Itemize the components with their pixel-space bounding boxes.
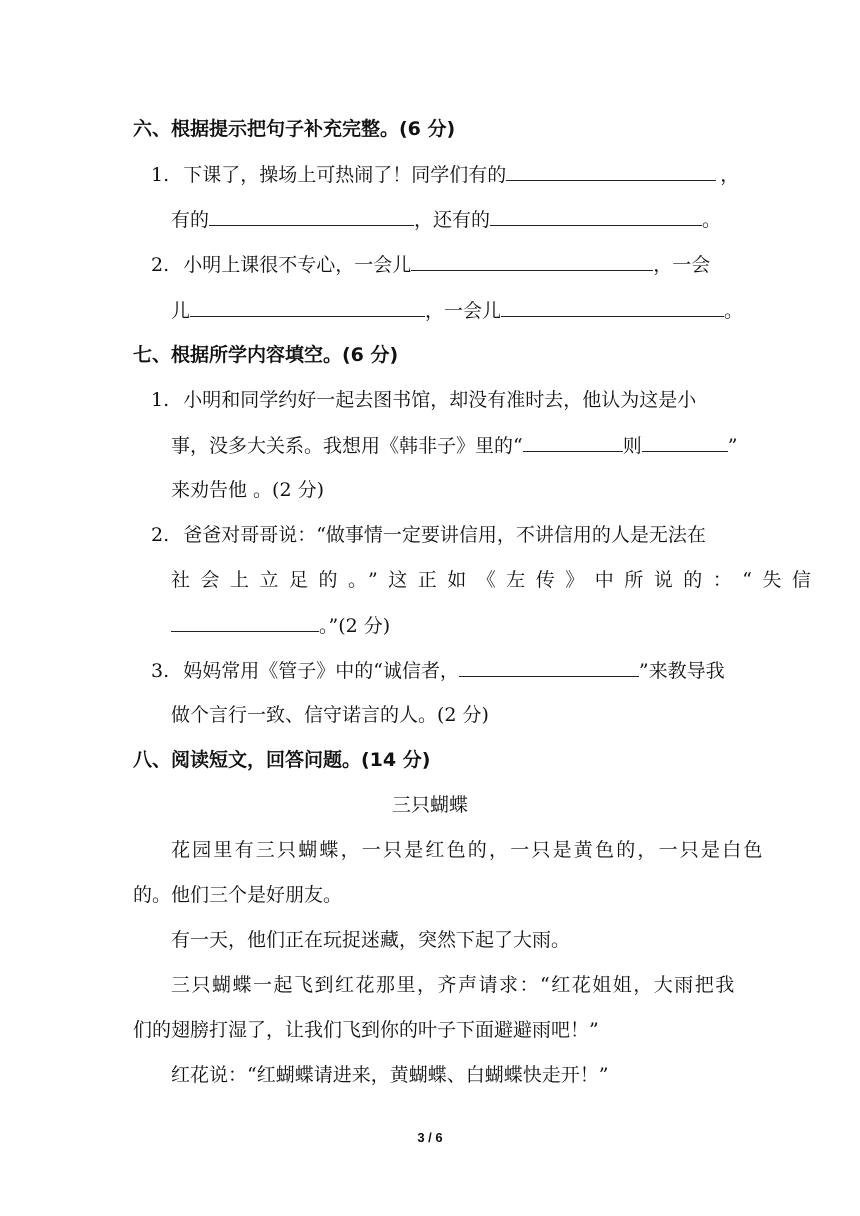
story-paragraph-3-line-2: 们的翅膀打湿了，让我们飞到你的叶子下面避避雨吧！” bbox=[133, 1019, 599, 1041]
story-paragraph-4: 红花说：“红蝴蝶请进来，黄蝴蝶、白蝴蝶快走开！” bbox=[171, 1064, 609, 1086]
s6-q1-number: 1. bbox=[151, 164, 170, 186]
s7-q1-text-2: 事，没多大关系。我想用《韩非子》里的“ bbox=[171, 435, 523, 457]
s7-q3-blank[interactable] bbox=[459, 656, 639, 677]
s7-q3-number: 3. bbox=[151, 660, 170, 682]
s7-q1-text-4: ” bbox=[727, 435, 738, 457]
s6-q2-line2 bbox=[171, 296, 743, 325]
s6-q2-text-4: ，一会儿 bbox=[425, 300, 502, 322]
s7-q2-text-3: 。”(2 分) bbox=[319, 615, 391, 637]
s6-q1-blank-1[interactable] bbox=[506, 160, 716, 181]
story-paragraph-1-line-2: 的。他们三个是好朋友。 bbox=[133, 884, 343, 906]
s6-q1-text: 下课了，操场上可热闹了！同学们有的 bbox=[183, 164, 507, 186]
story-paragraph-2: 有一天，他们正在玩捉迷藏，突然下起了大雨。 bbox=[171, 929, 571, 951]
s7-q1-text-1: 小明和同学约好一起去图书馆，却没有准时去，他认为这是小 bbox=[183, 389, 697, 411]
s6-q2-blank-1[interactable] bbox=[411, 250, 653, 271]
s7-q3-text-2: ”来教导我 bbox=[638, 660, 725, 682]
s6-q1-punct-2: 。 bbox=[702, 209, 722, 231]
section-7-heading: 七、根据所学内容填空。(6 分) bbox=[133, 344, 399, 366]
section-6-heading: 六、根据提示把句子补充完整。(6 分) bbox=[133, 118, 456, 140]
s7-q1-line3: 来劝告他 。(2 分) bbox=[171, 479, 324, 501]
s7-q2-text-1: 爸爸对哥哥说：“做事情一定要讲信用，不讲信用的人是无法在 bbox=[183, 524, 706, 546]
s7-q3-text-1: 妈妈常用《管子》中的“诚信者， bbox=[183, 660, 459, 682]
story-paragraph-3-line-1: 三只蝴蝶一起飞到红花那里，齐声请求：“红花姐姐，大雨把我 bbox=[171, 974, 736, 996]
s7-q2-blank[interactable] bbox=[171, 611, 319, 632]
s7-q1-line1 bbox=[151, 386, 696, 414]
s6-q2-text: 小明上课很不专心，一会儿 bbox=[183, 254, 412, 276]
s6-q1-line2 bbox=[171, 205, 721, 234]
story-paragraph-1-line-1: 花园里有三只蝴蝶，一只是红色的，一只是黄色的，一只是白色 bbox=[171, 839, 765, 861]
s7-q3-line2: 做个言行一致、信守诺言的人。(2 分) bbox=[171, 704, 489, 726]
s6-q1-text-2: 有的 bbox=[171, 209, 210, 231]
s6-q2-blank-3[interactable] bbox=[501, 296, 724, 317]
s6-q2-text-2: ，一会 bbox=[653, 254, 711, 276]
s7-q3-line1 bbox=[151, 656, 725, 685]
s7-q1-line2 bbox=[171, 431, 737, 460]
s7-q1-number: 1. bbox=[151, 389, 170, 411]
s6-q1-blank-3[interactable] bbox=[490, 205, 702, 226]
s7-q2-line1 bbox=[151, 521, 706, 549]
s7-q1-blank-2[interactable] bbox=[642, 431, 728, 452]
s6-q2-text-3: 儿 bbox=[171, 300, 191, 322]
s6-q1-punct-1: ， bbox=[720, 164, 740, 186]
s7-q2-line3 bbox=[171, 611, 390, 640]
s7-q1-blank-1[interactable] bbox=[523, 431, 623, 452]
s6-q2-punct: 。 bbox=[724, 300, 744, 322]
s6-q2-number: 2. bbox=[151, 254, 170, 276]
s6-q2-blank-2[interactable] bbox=[190, 296, 425, 317]
s6-q1-text-3: ，还有的 bbox=[414, 209, 491, 231]
s6-q1-line1 bbox=[151, 160, 739, 189]
s7-q2-number: 2. bbox=[151, 524, 170, 546]
s6-q1-blank-2[interactable] bbox=[209, 205, 414, 226]
s7-q1-text-3: 则 bbox=[622, 435, 642, 457]
section-8-heading: 八、阅读短文，回答问题。(14 分) bbox=[133, 749, 431, 771]
s6-q2-line1 bbox=[151, 250, 710, 279]
page-number: 3 / 6 bbox=[417, 1130, 443, 1145]
s7-q2-line2: 社会上立足的。”这正如《左传》中所说的：“失信 bbox=[171, 569, 822, 591]
story-title: 三只蝴蝶 bbox=[391, 794, 468, 816]
